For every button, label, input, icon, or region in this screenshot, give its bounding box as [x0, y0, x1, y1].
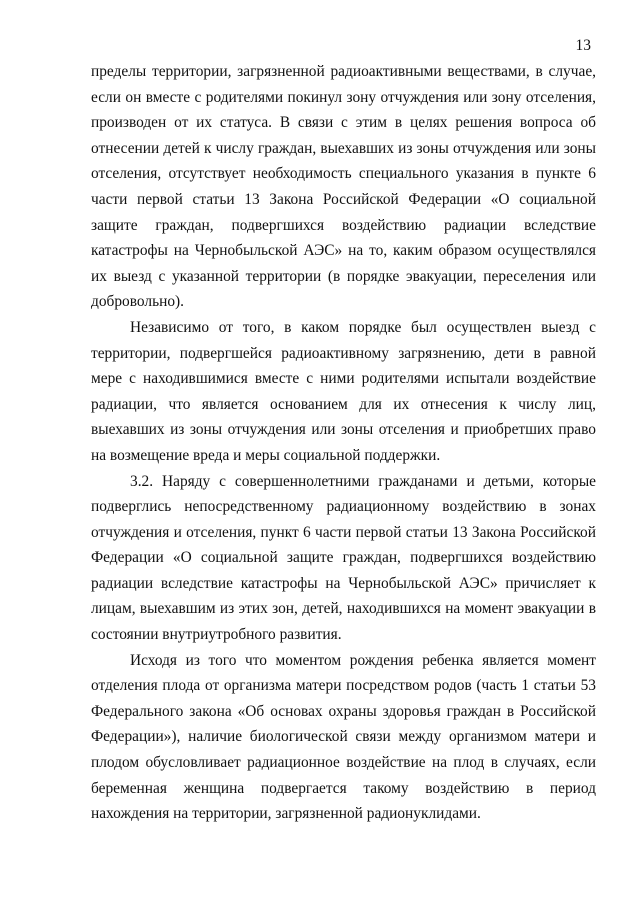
paragraph-section-3-2: 3.2. Наряду с совершеннолетними гражданами и детьми, которые подверглись непосредственному радиационному воздействию в зонах отчуждения и отселения, пункт 6 части первой статьи 13 Закона Российской Федерации «О социальной защите граждан, подвергшихся воздействию радиации вследствие катастрофы на Чернобыльской АЭС» причисляет к лицам, выехавшим из этих зон, детей, находившихся на момент эвакуации в состоянии внутриутробного развития.: [91, 472, 596, 644]
paragraph-birth-moment: Исходя из того что моментом рождения ребенка является момент отделения плода от организма матери посредством родов (часть 1 статьи 53 Федерального закона «Об основах охраны здоровья граждан в Российской Федерации»), наличие биологической связи между организмом матери и плодом обусловливает радиационное воздействие на плод в случаях, если беременная женщина подвергается такому воздействию в период нахождения на территории, загрязненной радионуклидами.: [91, 651, 596, 823]
page-number: 13: [575, 37, 591, 54]
paragraph-continuation: пределы территории, загрязненной радиоактивными веществами, в случае, если он вместе с родителями покинул зону отчуждения или зону отселения, производен от их статуса. В связи с этим в целях решения вопроса об отнесении детей к числу граждан, выехавших из зоны отчуждения или зоны отселения, отсутствует необходимость специального указания в пункте 6 части первой статьи 13 Закона Российской Федерации «О социальной защите граждан, подвергшихся воздействию радиации вследствие катастрофы на Чернобыльской АЭС» на то, каким образом осуществлялся их выезд с указанной территории (в порядке эвакуации, переселения или добровольно).: [91, 63, 596, 311]
document-body: [91, 59, 596, 827]
paragraph-children-exposure: Независимо от того, в каком порядке был осуществлен выезд с территории, подвергшейся радиоактивному загрязнению, дети в равной мере с находившимися вместе с ними родителями испытали воздействие радиации, что является основанием для их отнесения к числу лиц, выехавших из зоны отчуждения или зоны отселения и приобретших право на возмещение вреда и меры социальной поддержки.: [91, 318, 596, 464]
